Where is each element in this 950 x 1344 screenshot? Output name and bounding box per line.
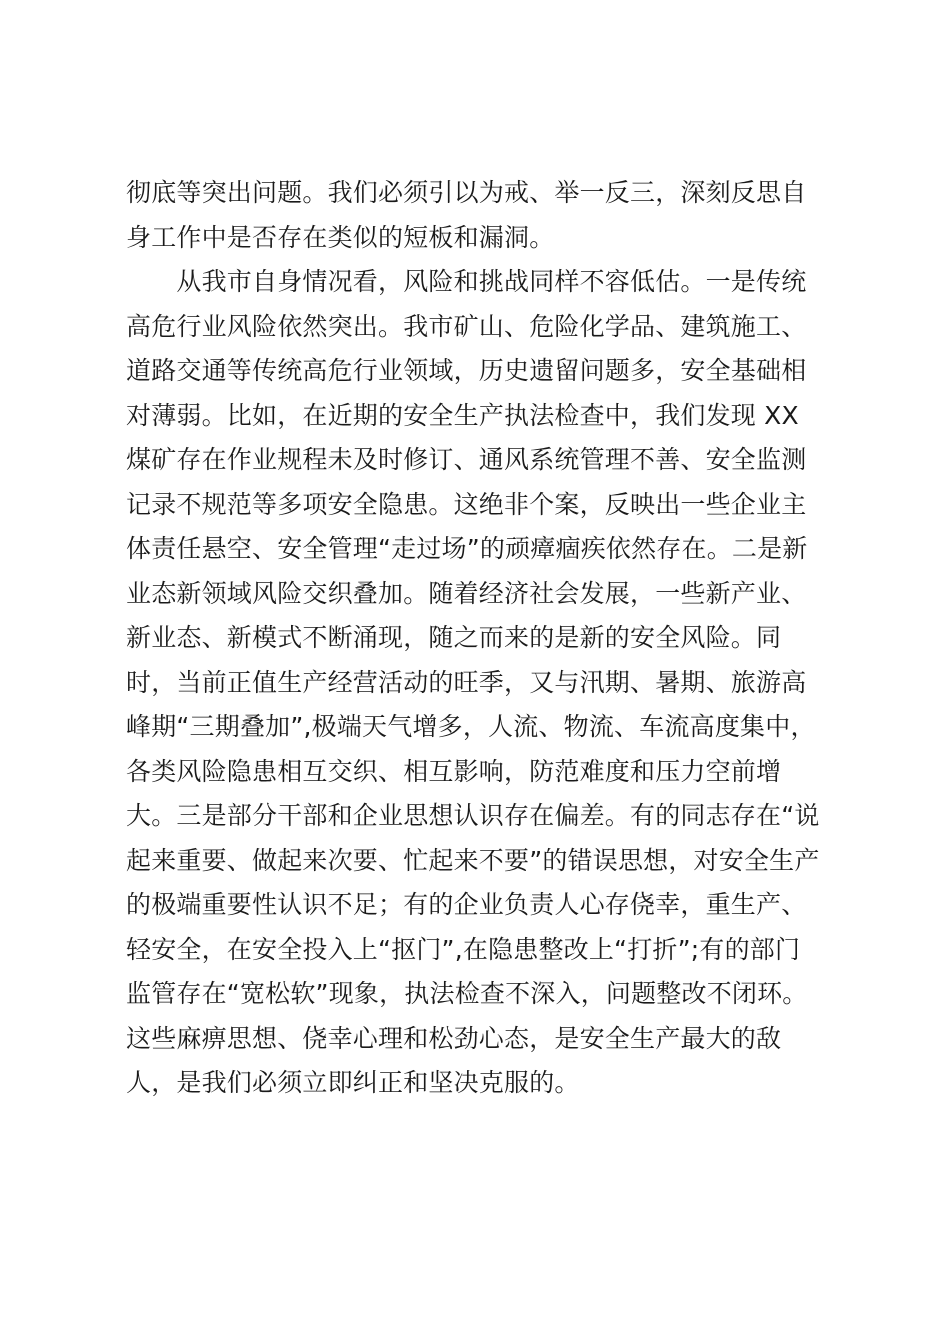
- text-line: 煤矿存在作业规程未及时修订、通风系统管理不善、安全监测: [126, 445, 807, 474]
- body-text: [126, 171, 846, 1106]
- text-line: 大。三是部分干部和企业思想认识存在偏差。有的同志存在“说: [126, 801, 820, 830]
- text-line: 业态新领域风险交织叠加。随着经济社会发展，一些新产业、: [126, 578, 807, 608]
- text-line: 彻底等突出问题。我们必须引以为戒、举一反三，深刻反思自: [126, 178, 807, 207]
- text-line: 监管存在“宽松软”现象，执法检查不深入，问题整改不闭环。: [126, 979, 808, 1008]
- text-line: 峰期“三期叠加”,极端天气增多，人流、物流、车流高度集中，: [126, 712, 816, 741]
- text-line: 记录不规范等多项安全隐患。这绝非个案，反映出一些企业主: [126, 489, 807, 519]
- text-line: 高危行业风险依然突出。我市矿山、危险化学品、建筑施工、: [126, 311, 807, 341]
- text-line: 体责任悬空、安全管理“走过场”的顽瘴痼疾依然存在。二是新: [126, 534, 808, 563]
- text-line: 这些麻痹思想、侥幸心理和松劲心态，是安全生产最大的敌: [126, 1023, 782, 1053]
- text-line: 的极端重要性认识不足；有的企业负责人心存侥幸，重生产、: [126, 890, 807, 919]
- text-line: 道路交通等传统高危行业领域，历史遗留问题多，安全基础相: [126, 356, 807, 385]
- text-line: 从我市自身情况看，风险和挑战同样不容低估。一是传统: [126, 267, 807, 296]
- text-line: 新业态、新模式不断涌现，随之而来的是新的安全风险。同: [126, 623, 782, 652]
- text-line: 身工作中是否存在类似的短板和漏洞。: [126, 222, 555, 252]
- text-line: 起来重要、做起来次要、忙起来不要”的错误思想，对安全生产: [126, 845, 820, 875]
- text-line: 时，当前正值生产经营活动的旺季，又与汛期、暑期、旅游高: [126, 667, 807, 697]
- text-line: 轻安全，在安全投入上“抠门”,在隐患整改上“打折”;有的部门: [126, 934, 801, 964]
- text-line: 人，是我们必须立即纠正和坚决克服的。: [126, 1068, 580, 1097]
- text-line: 各类风险隐患相互交织、相互影响，防范难度和压力空前增: [126, 756, 782, 786]
- text-line: 对薄弱。比如，在近期的安全生产执法检查中，我们发现 XX: [126, 400, 799, 430]
